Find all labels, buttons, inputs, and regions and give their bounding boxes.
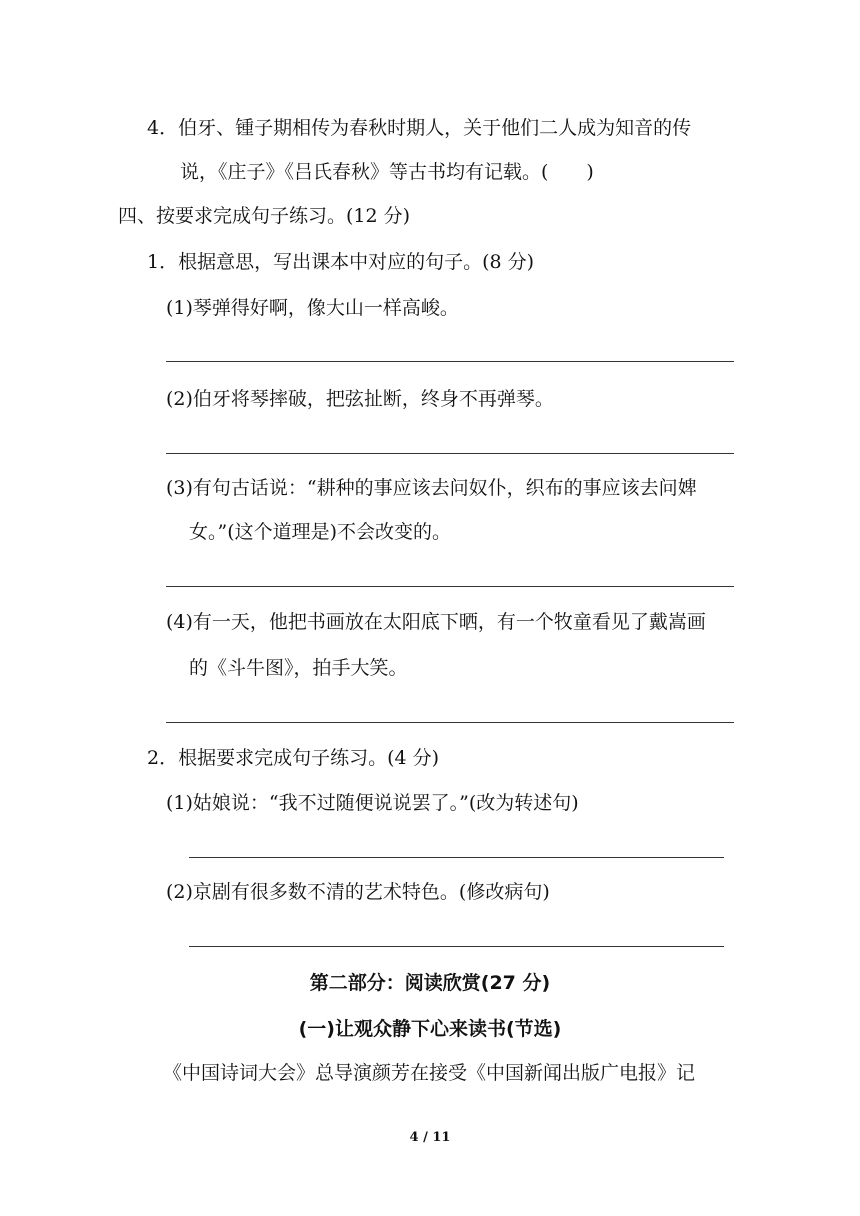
answer-line-5[interactable] xyxy=(189,857,724,858)
page-number: 4 / 11 xyxy=(409,1130,451,1145)
answer-line-1[interactable] xyxy=(166,361,734,362)
question-4-line-2: 说，《庄子》《吕氏春秋》等古书均有记载。( ) xyxy=(180,161,594,183)
section-4-q2-title: 2．根据要求完成句子练习。(4 分) xyxy=(147,747,440,769)
q1-item-4-line-1: (4)有一天，他把书画放在太阳底下晒，有一个牧童看见了戴嵩画 xyxy=(166,611,706,633)
answer-line-4[interactable] xyxy=(166,722,734,723)
question-4-line-1: 4．伯牙、锺子期相传为春秋时期人，关于他们二人成为知音的传 xyxy=(147,117,692,139)
q1-item-2: (2)伯牙将琴摔破，把弦扯断，终身不再弹琴。 xyxy=(166,388,554,410)
q1-item-3-line-1: (3)有句古话说：“耕种的事应该去问奴仆，织布的事应该去问婢 xyxy=(166,477,697,499)
part-2-heading: 第二部分：阅读欣赏(27 分) xyxy=(309,972,551,994)
q2-item-1: (1)姑娘说：“我不过随便说说罢了。”(改为转述句) xyxy=(166,792,579,814)
answer-line-2[interactable] xyxy=(166,453,734,454)
q1-item-1: (1)琴弹得好啊，像大山一样高峻。 xyxy=(166,297,459,319)
section-4-heading: 四、按要求完成句子练习。(12 分) xyxy=(118,205,411,227)
section-4-q1-title: 1．根据意思，写出课本中对应的句子。(8 分) xyxy=(147,251,535,273)
reading-passage-line-1: 《中国诗词大会》总导演颜芳在接受《中国新闻出版广电报》记 xyxy=(163,1062,696,1084)
q1-item-4-line-2: 的《斗牛图》，拍手大笑。 xyxy=(189,657,408,679)
reading-passage-title: (一)让观众静下心来读书(节选) xyxy=(298,1018,562,1040)
q1-item-3-line-2: 女。”(这个道理是)不会改变的。 xyxy=(189,521,452,543)
answer-line-3[interactable] xyxy=(166,586,734,587)
answer-line-6[interactable] xyxy=(189,946,724,947)
q2-item-2: (2)京剧有很多数不清的艺术特色。(修改病句) xyxy=(166,881,550,903)
